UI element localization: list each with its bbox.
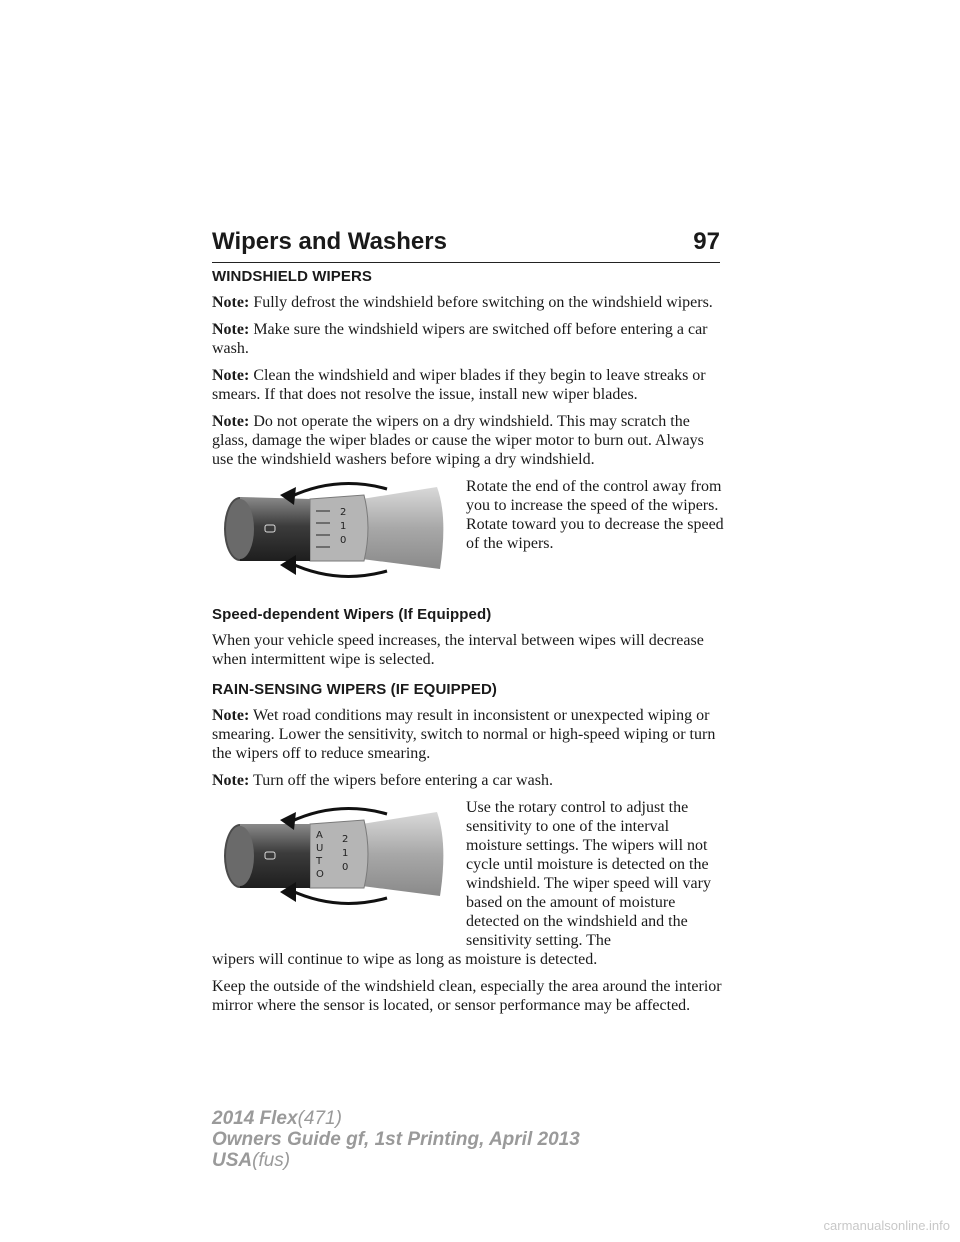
rain-sensing-closing-text: Keep the outside of the windshield clean, especially the area around the interior mirror where the sensor is located, or sensor performance may be affected. bbox=[212, 978, 722, 1014]
note-text: Turn off the wipers before entering a car wash. bbox=[253, 772, 553, 789]
auto-letter-t: T bbox=[316, 856, 323, 867]
note-label: Note: bbox=[212, 772, 250, 789]
note-label: Note: bbox=[212, 413, 250, 430]
note-text: Clean the windshield and wiper blades if they begin to leave streaks or smears. If that does not resolve the issue, install new wiper blades. bbox=[212, 367, 706, 403]
note-label: Note: bbox=[212, 321, 250, 338]
watermark: carmanualsonline.info bbox=[823, 1218, 950, 1233]
page-content bbox=[212, 268, 724, 1023]
dial-speed-1: 1 bbox=[342, 848, 349, 859]
footer-model: 2014 Flex bbox=[212, 1108, 298, 1129]
note-label: Note: bbox=[212, 367, 250, 384]
figure-text: Rotate the end of the control away from you to increase the speed of the wipers. Rotate toward you to decrease the speed of the wipers. bbox=[466, 478, 724, 552]
wiper-control-instructions bbox=[450, 477, 724, 553]
footer-market-code: (fus) bbox=[252, 1150, 291, 1171]
heading-speed-dependent-wipers: Speed-dependent Wipers (If Equipped) bbox=[212, 606, 492, 623]
note-label: Note: bbox=[212, 294, 250, 311]
wiper-control-figure-row bbox=[212, 477, 724, 592]
dial-speed-0: 0 bbox=[342, 862, 349, 873]
page-number: 97 bbox=[693, 228, 720, 255]
heading-windshield-wipers: WINDSHIELD WIPERS bbox=[212, 268, 373, 285]
footer-market: USA bbox=[212, 1150, 253, 1171]
footer-line-3 bbox=[212, 1150, 580, 1171]
rain-sensing-figure-row bbox=[212, 798, 724, 950]
note-text: Make sure the windshield wipers are switched off before entering a car wash. bbox=[212, 321, 708, 357]
rain-note-2 bbox=[212, 771, 724, 790]
footer-line-1 bbox=[212, 1108, 580, 1129]
dial-speed-1: 1 bbox=[340, 521, 347, 532]
rain-sensing-control-illustration bbox=[212, 798, 450, 921]
footer-model-code: (471) bbox=[297, 1108, 342, 1129]
footer-line-2: Owners Guide gf, 1st Printing, April 2013 bbox=[212, 1129, 580, 1150]
section-title: Wipers and Washers bbox=[212, 228, 447, 255]
auto-letter-u: U bbox=[316, 843, 324, 854]
page-header bbox=[212, 228, 720, 263]
wiper-control-illustration bbox=[212, 477, 450, 592]
note-text: Fully defrost the windshield before switching on the windshield wipers. bbox=[253, 294, 713, 311]
note-2 bbox=[212, 320, 724, 358]
note-text: Wet road conditions may result in inconsistent or unexpected wiping or smearing. Lower the sensitivity, switch to normal or high-speed wiping or turn the wipers off to reduce smearing. bbox=[212, 707, 716, 762]
note-3 bbox=[212, 366, 724, 404]
dial-speed-2: 2 bbox=[340, 507, 347, 518]
note-label: Note: bbox=[212, 707, 250, 724]
rain-sensing-stalk-icon bbox=[212, 798, 450, 916]
rain-note-1 bbox=[212, 706, 724, 763]
note-1 bbox=[212, 293, 724, 312]
figure-text: Use the rotary control to adjust the sensitivity to one of the interval moisture settings. The wipers will not cycle until moisture is detected on the windshield. The wiper speed will vary based on the amount of moisture detected on the windshield and the sensitivity setting. The bbox=[466, 799, 711, 949]
wiper-stalk-icon bbox=[212, 477, 450, 587]
note-text: Do not operate the wipers on a dry windshield. This may scratch the glass, damage the wiper blades or cause the wiper motor to burn out. Always use the windshield washers before wiping a dry windshield. bbox=[212, 413, 704, 468]
dial-speed-2: 2 bbox=[342, 834, 349, 845]
auto-letter-o: O bbox=[316, 869, 324, 880]
auto-letter-a: A bbox=[316, 830, 323, 841]
rain-sensing-continued-text: wipers will continue to wipe as long as moisture is detected. bbox=[212, 951, 598, 968]
rain-sensing-instructions bbox=[450, 798, 724, 950]
speed-dependent-text: When your vehicle speed increases, the interval between wipes will decrease when intermittent wipe is selected. bbox=[212, 632, 704, 668]
heading-rain-sensing-wipers: RAIN-SENSING WIPERS (IF EQUIPPED) bbox=[212, 681, 497, 698]
page-footer bbox=[212, 1108, 580, 1171]
note-4 bbox=[212, 412, 724, 469]
dial-speed-0: 0 bbox=[340, 535, 347, 546]
